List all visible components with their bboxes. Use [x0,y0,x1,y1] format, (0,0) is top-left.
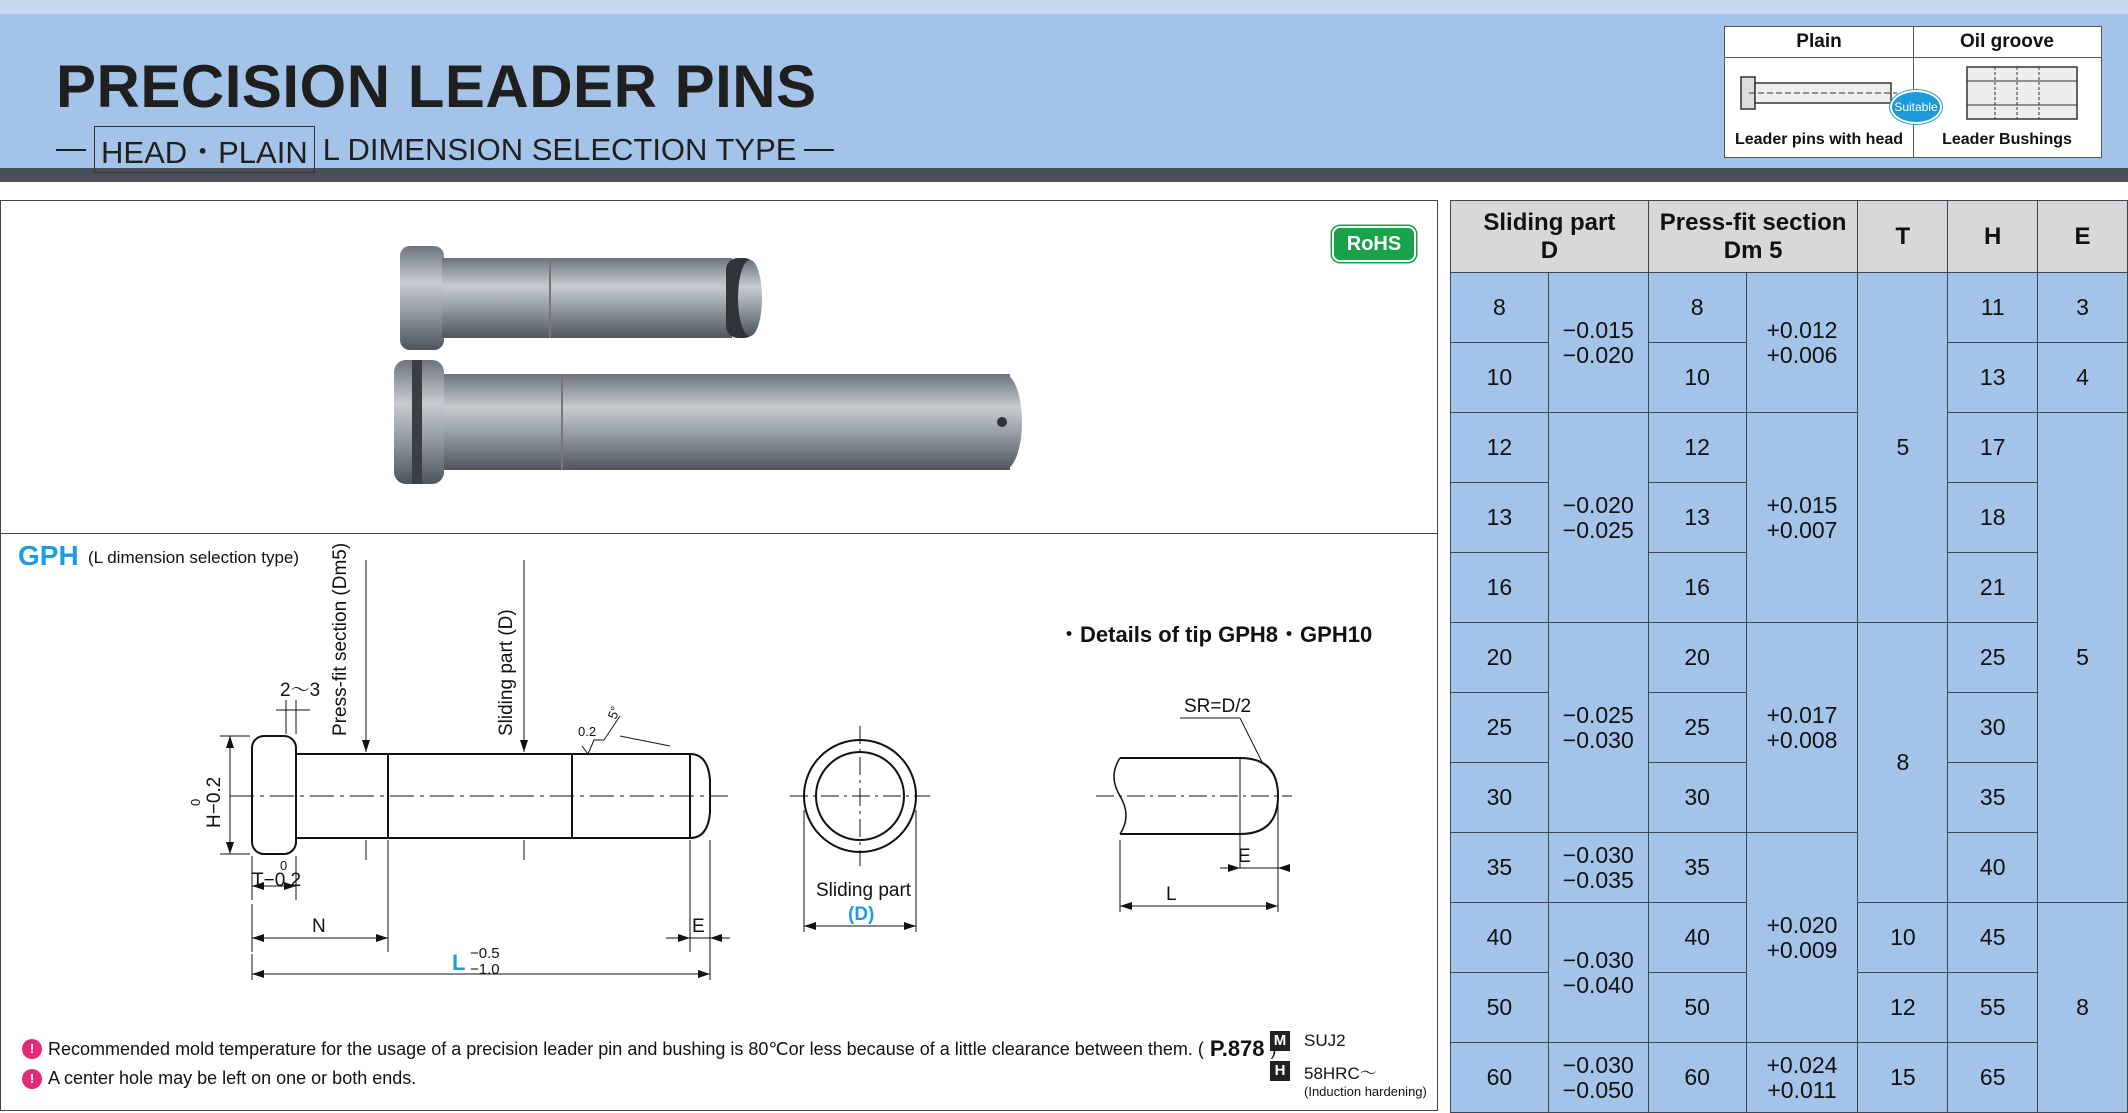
legend-plain-header: Plain [1725,27,1914,58]
dim-l-tol-top: −0.5 [470,945,500,962]
label-sliding-end: Sliding part [816,880,912,901]
dim-angle: 5° [604,704,624,722]
note-temperature-text: Recommended mold temperature for the usage of a precision leader pin and bushing is 80℃or less because of a little clearance between them. ( [48,1038,1204,1059]
table-row: 8 −0.015 −0.020 8 +0.012 +0.006 5 11 3 [1451,273,2128,343]
table-row: 12 −0.020 −0.025 12 +0.015 +0.007 17 5 [1451,413,2128,483]
spec-table [1450,200,2128,1113]
dash-right [804,149,834,151]
legend-oil-groove-header: Oil groove [1913,27,2101,58]
series-code: GPH [18,540,79,571]
table-row: 20 −0.025 −0.030 20 +0.017 +0.008 8 25 [1451,623,2128,693]
dim-2-3: 2〜3 [280,680,321,701]
dim-h: H−0.2 [204,776,225,828]
page-title: PRECISION LEADER PINS [56,53,817,120]
table-row: 16 16 21 [1451,553,2128,623]
product-photo [390,240,1030,500]
header-h: H [1948,201,2038,273]
warning-icon: ! [22,1069,42,1089]
material-icon: M [1270,1031,1290,1051]
subtitle-boxed: HEAD・PLAIN [94,126,315,173]
note-center-hole [22,1068,416,1089]
rohs-badge: RoHS [1332,226,1416,262]
table-row: 40 −0.030 −0.040 40 10 45 8 [1451,903,2128,973]
dash-left [56,149,86,151]
table-row: 60 −0.030 −0.050 60 +0.024 +0.011 15 65 [1451,1043,2128,1113]
dim-n: N [312,916,326,937]
dim-sr: SR=D/2 [1184,696,1252,717]
dim-l-tol-bot: −1.0 [470,961,500,978]
legend-oil-groove-caption: Leader Bushings [1942,131,2072,148]
table-row: 25 25 30 [1451,693,2128,763]
technical-drawing [180,540,1440,1000]
dim-t-zero: 0 [280,858,288,873]
header-e: E [2038,201,2128,273]
note-temperature [22,1036,1277,1062]
dim-roughness: 0.2 [578,724,597,739]
note-center-hole-text: A center hole may be left on one or both ends. [48,1068,417,1088]
leader-pin-icon [1739,73,1899,113]
subtitle-rest: L DIMENSION SELECTION TYPE [322,131,797,167]
material-value: SUJ2 [1304,1031,1346,1050]
series-note: (L dimension selection type) [88,548,300,567]
panel-divider [0,533,1438,534]
table-row: 30 30 35 [1451,763,2128,833]
hardness-note: (Induction hardening) [1304,1084,1427,1099]
label-sliding: Sliding part (D) [496,609,517,736]
table-row: 50 50 12 55 [1451,973,2128,1043]
page-ref-link[interactable]: P.878 [1209,1036,1265,1061]
header-top-stripe [0,0,2128,14]
table-row: 35 −0.030 −0.035 35 +0.020 +0.009 40 [1451,833,2128,903]
hardness-icon: H [1270,1061,1290,1081]
dim-h-zero: 0 [188,798,203,806]
tip-l: L [1166,884,1177,905]
page-subtitle [56,126,834,173]
label-sliding-end-d: (D) [848,904,875,925]
leader-bushing-icon [1965,63,2085,123]
suitable-badge: Suitable [1890,90,1942,124]
dim-l: L [452,950,466,975]
header-t: T [1858,201,1948,273]
table-row: 13 13 18 [1451,483,2128,553]
dim-e: E [692,916,705,937]
header-press-fit: Press-fit section Dm 5 [1648,201,1858,273]
warning-icon: ! [22,1039,42,1059]
material-block [1270,1028,1427,1099]
label-press-fit: Press-fit section (Dm5) [330,542,351,736]
table-row: 10 10 13 4 [1451,343,2128,413]
legend-plain-caption: Leader pins with head [1734,131,1904,148]
header-sliding: Sliding part D [1451,201,1649,273]
tip-details-title: ・Details of tip GPH8・GPH10 [1058,622,1373,647]
hardness-value: 58HRC〜 [1304,1063,1377,1083]
dim-t: T−0.2 [252,870,302,891]
tip-e: E [1238,846,1251,867]
